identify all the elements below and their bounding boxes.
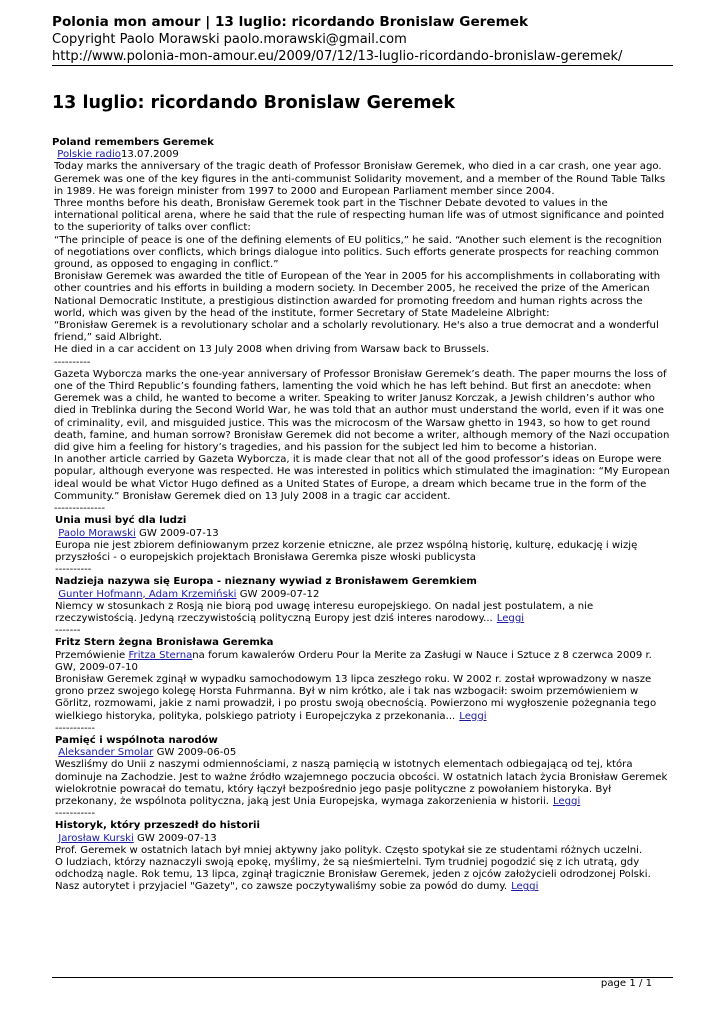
article-section xyxy=(52,576,673,637)
section-text: Prof. Geremek w ostatnich latach był mniej aktywny jako polityk. Często spotykał sie ze studentami różnych uczelni. xyxy=(55,844,643,856)
section-meta xyxy=(52,833,673,845)
header-copyright: Copyright Paolo Morawski paolo.morawski@gmail.com xyxy=(52,32,407,47)
intro-date: 13.07.2009 xyxy=(120,149,179,161)
article-section xyxy=(52,735,673,820)
intro-paragraph: Bronisław Geremek was awarded the title of European of the Year in 2005 for his accomplishments in collaborating with other countries and his efforts in building a modern society. In December 2005, he received the prize of the American National Democratic Institute, a prestigious distinction awarded for promoting freedom and human rights across the world, which was given by the head of the institute, former Secretary of State Madeleine Albright: xyxy=(54,271,661,319)
section-date: GW, 2009-07-10 xyxy=(55,661,138,673)
intro-paragraph: Three months before his death, Bronisław Geremek took part in the Tischner Debate devoted to values in the international political arena, where he said that the rule of respecting human life was of utmost significance and pointed to the superiority of talks over conflict: xyxy=(54,198,665,234)
leggi-link[interactable]: Leggi xyxy=(552,795,581,807)
leggi-link[interactable]: Leggi xyxy=(496,612,525,624)
gazeta-paragraph: In another article carried by Gazeta Wyborcza, it is made clear that not all of the good professor’s ideas on Europe were popular, although everyone was respected. He was interested in politics which stimulated the imagination: “My European ideal would be what Victor Hugo defined as a United States of Europe, a dream which became true in the form of the Community.” Bronisław Geremek died on 13 July 2008 in a tragic car accident. xyxy=(54,454,670,502)
separator: ----------- xyxy=(55,808,96,820)
section-title: Historyk, który przeszedł do historii xyxy=(55,820,260,832)
separator: ------- xyxy=(55,625,81,637)
header-title: Polonia mon amour | 13 luglio: ricordando Bronislaw Geremek xyxy=(52,14,529,30)
section-title: Fritz Stern żegna Bronisława Geremka xyxy=(55,637,274,649)
article-section xyxy=(52,637,673,735)
section-date: GW 2009-06-05 xyxy=(153,747,237,759)
section-title: Unia musi być dla ludzi xyxy=(55,515,187,527)
intro-paragraph: Today marks the anniversary of the tragic death of Professor Bronisław Geremek, who died in a car crash, one year ago. Geremek was one of the key figures in the anti-communist Solidarity movement, and a member of the Round Table Talks in 1989. He was foreign minister from 1997 to 2000 and European Parliament member since 2004. xyxy=(54,161,666,197)
separator: -------------- xyxy=(54,503,105,515)
section-text xyxy=(52,601,673,625)
section-meta-text: na forum kawalerów Orderu Pour la Merite za Zasługi w Nauce i Sztuce z 8 czerwca 2009 r. xyxy=(192,649,652,661)
author-link[interactable]: Fritza Sterna xyxy=(128,649,193,661)
section-date: GW 2009-07-13 xyxy=(135,527,219,539)
section-prefix: Przemówienie xyxy=(55,649,129,661)
section-meta xyxy=(52,589,673,601)
footer-rule xyxy=(52,977,673,978)
author-link[interactable]: Jarosław Kurski xyxy=(58,832,134,844)
section-meta xyxy=(52,528,673,540)
section-date: GW 2009-07-12 xyxy=(236,588,320,600)
separator: ---------- xyxy=(54,356,91,368)
separator: ---------- xyxy=(55,564,92,576)
header-rule xyxy=(52,65,673,66)
author-link[interactable]: Aleksander Smolar xyxy=(58,747,154,759)
leggi-link[interactable]: Leggi xyxy=(511,881,539,893)
author-link[interactable]: Gunter Hofmann, Adam Krzemiński xyxy=(58,588,237,600)
intro-paragraph: “Bronisław Geremek is a revolutionary scholar and a scholarly revolutionary. He's also a true democrat and a wonderful friend,” said Albright. xyxy=(54,320,659,344)
section-text xyxy=(52,857,673,894)
section-text-body: Bronisław Geremek zginął w wypadku samochodowym 13 lipca zeszłego roku. W 2002 r. został wprowadzony w nasze grono przez swojego kolegę Horsta Fuhrmanna. Był w nim krótko, ale i tak nas wzbogacił: swoim przemówieniem w Görlitz, rozmowami, jakie z nami prowadził, i po prostu swoją obecnością. Powierzono mi wygłoszenie pożegnania tego wielkiego historyka, polityka, polskiego patrioty i Europejczyka z przekonania... xyxy=(55,673,657,722)
leggi-link[interactable]: Leggi xyxy=(459,710,487,722)
article-section xyxy=(52,820,673,893)
section-text-body: O ludziach, którzy naznaczyli swoją epokę, myślimy, że są nieśmiertelni. Tym trudniej pogodzić się z ich utratą, gdy odchodzą nagle. Rok temu, 13 lipca, zginął tragicznie Bronisław Geremek, jeden z ojców założycieli odrodzonej Polski. Nasz autorytet i przyjaciel "Gazety", co zawsze poczytywaliśmy sobie za powód do dumy. xyxy=(55,856,651,893)
intro-paragraph: He died in a car accident on 13 July 2008 when driving from Warsaw back to Brussels. xyxy=(54,344,490,356)
article-section xyxy=(52,515,673,576)
section-text xyxy=(52,759,673,808)
author-link[interactable]: Paolo Morawski xyxy=(58,527,136,539)
section-text xyxy=(52,674,673,723)
section-text-body: Weszliśmy do Unii z naszymi odmiennościami, z naszą pamięcią w istotnych elementach odbiegającą od tej, która dominuje na Zachodzie. Jest to ważne źródło wzajemnego poczucia obcości. W ostatnich latach życia Bronisław Geremek wielokrotnie powracał do tematu, który łączył bezpośrednio jego pasje polityczne z powołaniem historyka. Był przekonany, że wspólnota polityczna, jaką jest Unia Europejska, wymaga zakorzenienia w historii. xyxy=(55,759,668,807)
separator: ----------- xyxy=(55,722,96,734)
intro-source xyxy=(52,149,673,161)
document-page xyxy=(52,14,673,894)
source-link[interactable]: Polskie radio xyxy=(57,149,121,161)
header-url: http://www.polonia-mon-amour.eu/2009/07/12/13-luglio-ricordando-bronislaw-geremek/ xyxy=(52,49,623,64)
section-meta xyxy=(52,650,673,662)
section-title: Nadzieja nazywa się Europa - nieznany wywiad z Bronisławem Geremkiem xyxy=(55,576,477,588)
section-title: Pamięć i wspólnota narodów xyxy=(55,734,218,746)
section-date: GW 2009-07-13 xyxy=(133,832,217,844)
intro-heading: Poland remembers Geremek xyxy=(52,137,214,148)
article-content xyxy=(52,137,673,894)
section-meta xyxy=(52,747,673,759)
section-text: Europa nie jest zbiorem definiowanym przez korzenie etniczne, ale przez wspólną historię, kulturę, edukację i wizję przyszłości - o europejskich projektach Bronisława Geremka pisze włoski publicysta xyxy=(55,539,638,563)
page-title: 13 luglio: ricordando Bronislaw Geremek xyxy=(52,93,456,113)
gazeta-paragraph: Gazeta Wyborcza marks the one-year anniversary of Professor Bronisław Geremek’s death. The paper mourns the loss of one of the Third Republic’s founding fathers, lamenting the void which he has left behind. But first an anecdote: when Geremek was a child, he wanted to become a writer. Speaking to writer Janusz Korczak, a Jewish children’s author who died in Treblinka during the Second World War, he was told that an author must understand the world, even if it was one of criminality, evil, and misguided justice. This was the microcosm of the Warsaw ghetto in 1943, so how to get round death, famine, and human sorrow? Bronisław Geremek did not become a writer, although memory of the Nazi occupation did give him a feeling for history’s tragedies, and his passion for the subject led him to become a historian. xyxy=(54,368,670,454)
header xyxy=(52,14,673,65)
section-text-body: Niemcy w stosunkach z Rosją nie biorą pod uwagę interesu europejskiego. On nadal jest postulatem, a nie rzeczywistością. Jedyną rzeczywistością polityczną Europy jest dziś interes narodowy... xyxy=(55,600,594,624)
page-number: page 1 / 1 xyxy=(600,978,652,989)
intro-paragraph: “The principle of peace is one of the defining elements of EU politics,” he said. “Another such element is the recognition of negotiations over conflicts, which brings dialogue into politics. Such efforts generate prospects for reaching common ground, as opposed to engaging in conflict.” xyxy=(54,234,662,271)
